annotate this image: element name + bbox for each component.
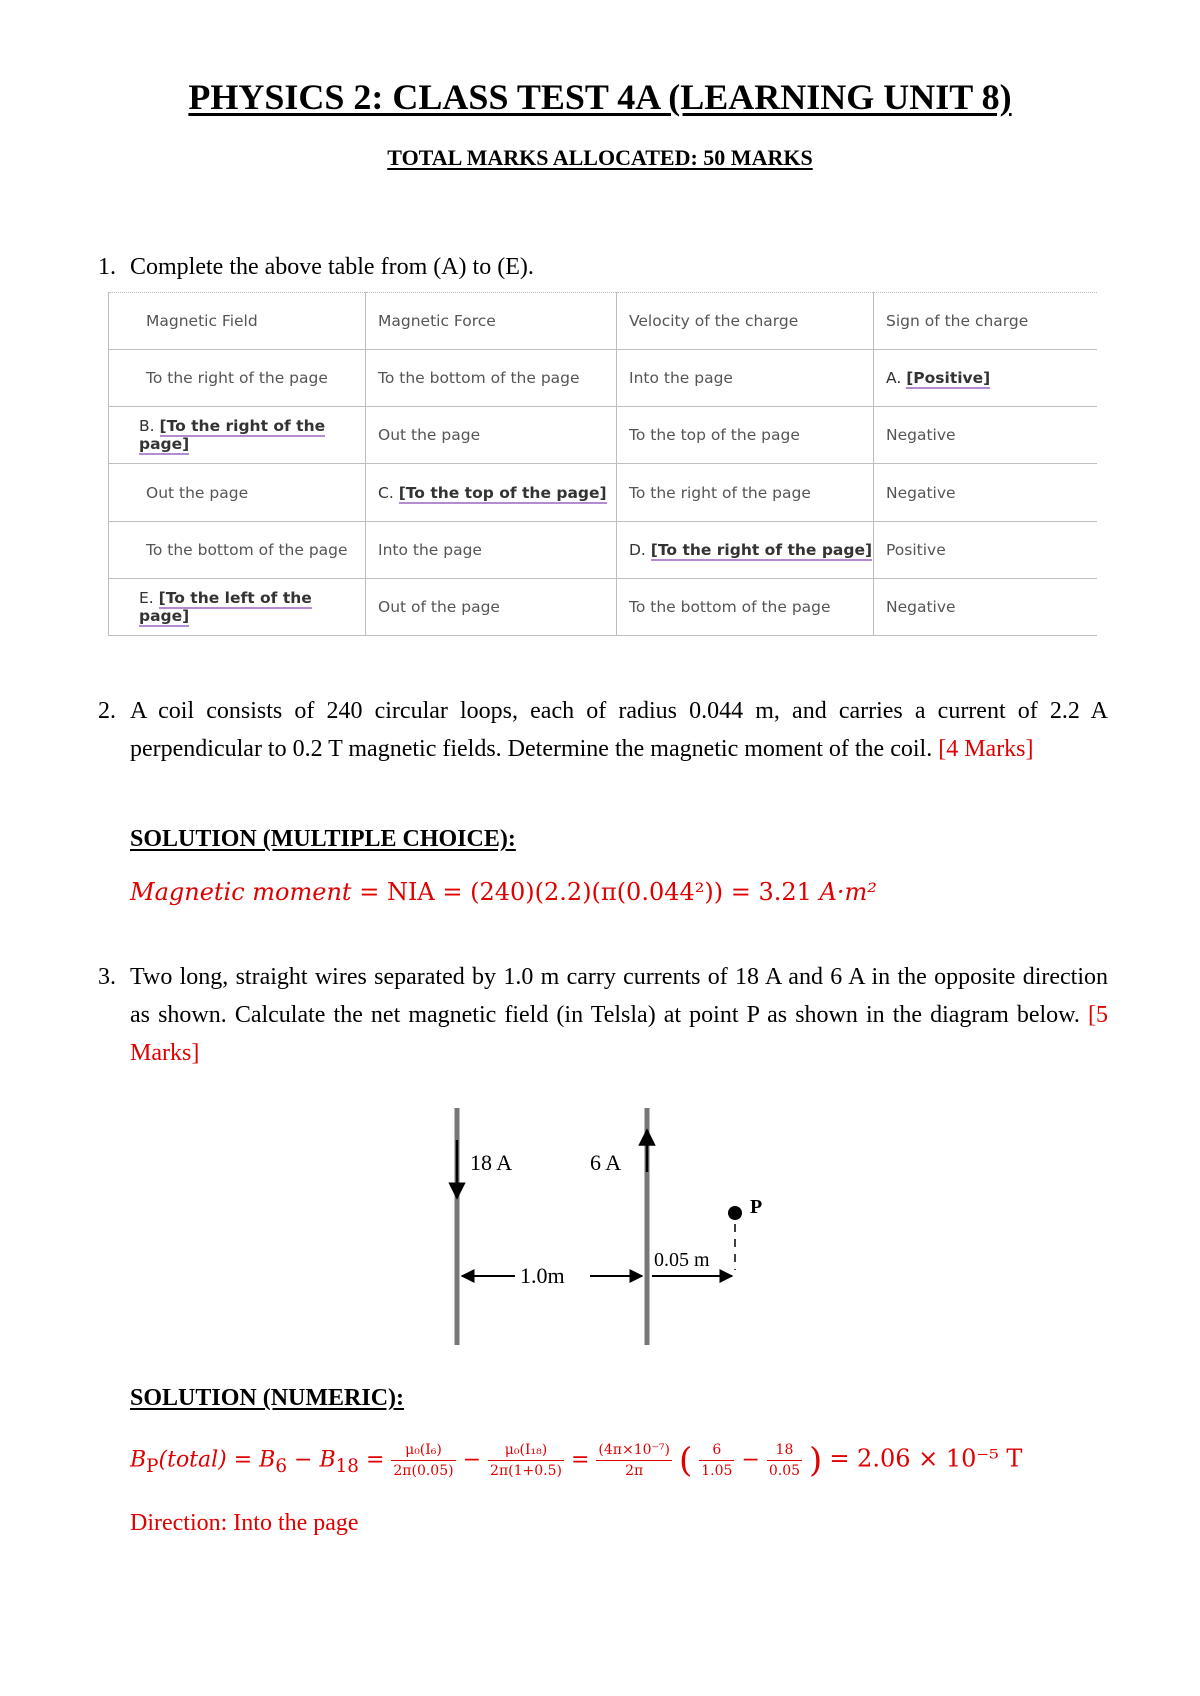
fraction-5-num: 18 [767, 1440, 802, 1461]
answer-d-cell [617, 521, 874, 578]
formula-minus-sign-2: − [741, 1447, 760, 1473]
fraction-1-den: 2π(0.05) [393, 1463, 454, 1479]
answer-label: E. [139, 588, 159, 607]
q2-solution-formula [130, 878, 877, 906]
answer-label: C. [378, 483, 399, 502]
point-p [728, 1206, 742, 1220]
fraction-4 [699, 1440, 734, 1481]
table-cell: To the top of the page [617, 407, 874, 464]
table-cell: Into the page [617, 350, 874, 407]
answer-a-cell [874, 350, 1097, 407]
q3-body [130, 958, 1108, 1072]
formula-lhs-arg: (total) = B [158, 1447, 276, 1473]
header-magnetic-field: Magnetic Field [109, 293, 366, 350]
table-row [109, 578, 1097, 635]
answer-a: [Positive] [906, 369, 991, 388]
close-paren: ) [809, 1440, 823, 1481]
total-marks-heading: TOTAL MARKS ALLOCATED: 50 MARKS [387, 145, 813, 170]
answer-e: [To the left of the page] [139, 588, 312, 625]
q2-solution-mid: = NIA = (240)(2.2)(π(0.044²)) = 3.21 [351, 878, 820, 906]
fraction-4-den: 1.05 [701, 1463, 733, 1479]
point-p-label: P [750, 1196, 763, 1218]
table-cell: To the right of the page [109, 350, 366, 407]
table-row [109, 521, 1097, 578]
answer-c-cell [366, 464, 617, 521]
q2-solution-lhs: Magnetic moment [130, 878, 352, 906]
table-cell: Out the page [366, 407, 617, 464]
separation-label: 1.0m [520, 1263, 565, 1288]
table-cell: Negative [874, 407, 1097, 464]
q2-number: 2. [98, 698, 116, 724]
q1-number: 1. [98, 254, 116, 280]
table-row [109, 350, 1097, 407]
answer-label: D. [629, 540, 651, 559]
fraction-5 [767, 1440, 802, 1481]
formula-b6-sub: 6 [275, 1455, 288, 1477]
formula-lhs: B [130, 1447, 147, 1473]
header-velocity: Velocity of the charge [617, 293, 874, 350]
q3-marks: [5 Marks] [130, 1002, 1109, 1066]
q3-direction: Direction: Into the page [130, 1510, 359, 1536]
fraction-3-den: 2π [625, 1463, 644, 1479]
q3-solution-heading: SOLUTION (NUMERIC): [130, 1385, 405, 1411]
fraction-3 [596, 1440, 672, 1481]
table-cell: To the right of the page [617, 464, 874, 521]
formula-result: = 2.06 × 10⁻⁵ T [829, 1444, 1023, 1473]
formula-lhs-sub: P [146, 1455, 159, 1477]
table-cell: Negative [874, 578, 1097, 635]
table-cell: Negative [874, 464, 1097, 521]
table-cell: Out the page [109, 464, 366, 521]
table-cell: Out of the page [366, 578, 617, 635]
formula-b18-sub: 18 [335, 1455, 359, 1477]
distance-label: 0.05 m [654, 1249, 710, 1271]
table-cell: To the bottom of the page [109, 521, 366, 578]
answer-b: [To the right of the page] [139, 417, 326, 454]
table-cell: To the bottom of the page [617, 578, 874, 635]
fraction-2-den: 2π(1+0.5) [490, 1463, 562, 1479]
formula-minus-sign: − [462, 1447, 482, 1473]
formula-eq-2: = [570, 1447, 590, 1473]
answer-label: B. [139, 417, 160, 436]
table-cell: Into the page [366, 521, 617, 578]
wire1-label: 18 A [470, 1150, 513, 1175]
table-header-row [109, 293, 1097, 350]
q3-solution-formula [130, 1440, 1022, 1481]
fraction-4-num: 6 [699, 1440, 734, 1461]
answer-d: [To the right of the page] [650, 540, 873, 559]
fraction-2-num: μ₀(I₁₈) [488, 1440, 564, 1461]
wire2-label: 6 A [590, 1150, 622, 1175]
wires-diagram [440, 1100, 780, 1350]
fraction-3-num: (4π×10⁻⁷) [596, 1440, 672, 1461]
formula-minus: − B [287, 1447, 336, 1473]
answer-c: [To the top of the page] [398, 483, 607, 502]
q3-text: Two long, straight wires separated by 1.0 m carry currents of 18 A and 6 A in the opposite direction as shown. Calculate the net magnetic field (in Telsla) at point P as shown in the diagram below. [130, 964, 1108, 1028]
answer-e-cell [109, 578, 366, 635]
header-magnetic-force: Magnetic Force [366, 293, 617, 350]
magnetic-table [108, 292, 1097, 636]
formula-eq: = [358, 1447, 392, 1473]
fraction-2 [488, 1440, 564, 1481]
q3-number: 3. [98, 964, 116, 990]
page-title: PHYSICS 2: CLASS TEST 4A (LEARNING UNIT 8) [188, 77, 1012, 117]
q1-text: Complete the above table from (A) to (E). [130, 254, 534, 280]
table-row [109, 407, 1097, 464]
table-row [109, 464, 1097, 521]
q2-text: A coil consists of 240 circular loops, each of radius 0.044 m, and carries a current of 2.2 A perpendicular to 0.2 T magnetic fields. Determine the magnetic moment of the coil. [130, 698, 1108, 762]
fraction-1-num: μ₀(I₆) [391, 1440, 455, 1461]
fraction-1 [391, 1440, 455, 1481]
answer-b-cell [109, 407, 366, 464]
header-sign: Sign of the charge [874, 293, 1097, 350]
open-paren: ( [679, 1440, 693, 1481]
q2-marks: [4 Marks] [938, 736, 1034, 762]
table-cell: Positive [874, 521, 1097, 578]
answer-label: A. [886, 369, 907, 388]
table-cell: To the bottom of the page [366, 350, 617, 407]
fraction-5-den: 0.05 [768, 1463, 801, 1479]
q2-solution-unit: A·m² [819, 878, 877, 906]
q2-body [130, 692, 1108, 768]
q2-solution-heading: SOLUTION (MULTIPLE CHOICE): [130, 826, 516, 852]
